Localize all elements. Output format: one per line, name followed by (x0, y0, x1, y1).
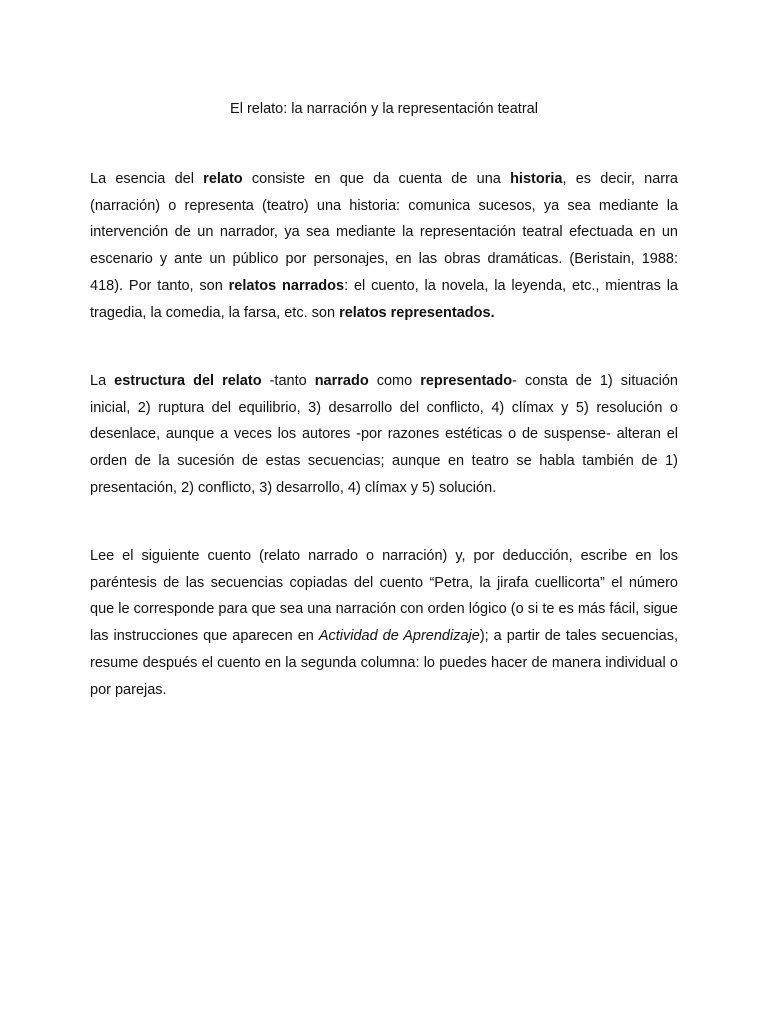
text-segment: La (90, 373, 115, 389)
paragraph-estructura (90, 368, 678, 502)
text-segment: como (368, 373, 421, 389)
italic-term-actividad-de-aprendizaje: Actividad de Aprendizaje (318, 628, 480, 645)
text-segment: : el cuento, la novela, la leyenda, etc., mientras la tragedia, la comedia, la farsa, etc. son (90, 277, 678, 321)
bold-term-representado: representado (420, 373, 513, 389)
bold-term-historia: historia (510, 171, 563, 187)
document-title: El relato: la narración y la representación teatral (230, 101, 538, 117)
text-segment: consiste en que da cuenta de una (242, 171, 511, 187)
paragraph-relato-definition (90, 166, 678, 326)
paragraph-instrucciones (90, 543, 678, 703)
bold-term-estructura-del-relato: estructura del relato (114, 373, 262, 389)
bold-term-relatos-representados: relatos representados. (339, 304, 495, 321)
bold-term-narrado: narrado (314, 373, 369, 389)
bold-term-relato: relato (203, 171, 243, 187)
bold-term-relatos-narrados: relatos narrados (228, 277, 345, 294)
text-segment: - consta de 1) situación inicial, 2) ruptura del equilibrio, 3) desarrollo del conflicto, 4) clímax y 5) resolución o desenlace, aunque a veces los autores -por razones estéticas o de suspense- alteran el orden de la sucesión de estas secuencias; aunque en teatro se habla también de 1) presentación, 2) conflicto, 3) desarrollo, 4) clímax y 5) solución. (90, 373, 678, 496)
text-segment: -tanto (261, 373, 315, 389)
text-segment: La esencia del (90, 171, 204, 187)
text-segment: , es decir, narra (narración) o representa (teatro) una historia: comunica sucesos, ya sea mediante la intervención de un narrador, ya sea mediante la representación teatral efectuada en un escenario y ante un público por personajes, en las obras dramáticas. (Beristain, 1988: 418). Por tanto, son (90, 171, 678, 294)
text-segment: Lee el siguiente cuento (relato narrado o narración) y, por deducción, escribe en los paréntesis de las secuencias copiadas del cuento “Petra, la jirafa cuellicorta” el número que le corresponde para que sea una narración con orden lógico (o si te es más fácil, sigue las instrucciones que aparecen en (90, 548, 678, 645)
text-segment: ); a partir de tales secuencias, resume después el cuento en la segunda columna: lo puedes hacer de manera individual o por parejas. (90, 628, 678, 698)
